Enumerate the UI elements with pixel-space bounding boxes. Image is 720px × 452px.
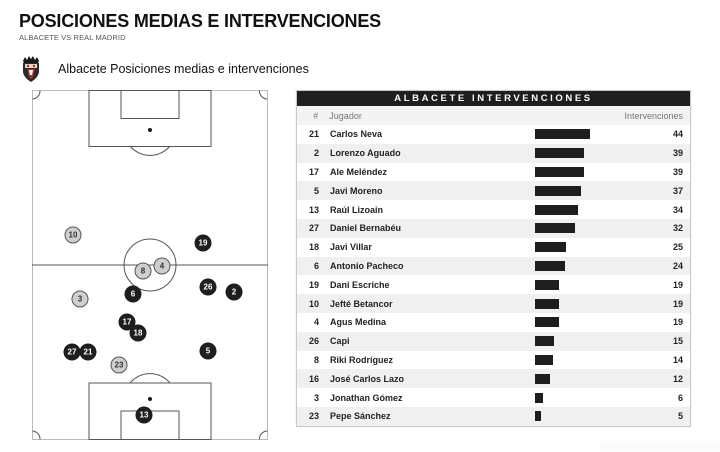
player-marker: 8 (135, 263, 152, 280)
table-row (297, 351, 690, 370)
player-marker: 17 (119, 314, 136, 331)
interventions-bar-cell (535, 275, 635, 294)
player-marker: 4 (154, 258, 171, 275)
interventions-bar-cell (535, 219, 635, 238)
interventions-bar (535, 148, 584, 158)
player-number: 5 (313, 185, 319, 196)
team-section-title: Albacete Posiciones medias e intervenciones (58, 62, 309, 76)
footer-strip (600, 443, 720, 452)
column-header-interventions: Intervenciones (624, 110, 684, 121)
player-number: 2 (313, 148, 319, 159)
interventions-bar-cell (535, 388, 635, 407)
player-name: Agus Medina (330, 317, 387, 328)
team-header (20, 55, 309, 83)
player-number: 26 (308, 336, 319, 347)
interventions-value: 37 (672, 185, 683, 196)
player-number: 13 (308, 204, 319, 215)
interventions-bar-cell (535, 125, 635, 144)
interventions-value: 14 (672, 354, 683, 365)
table-title: ALBACETE INTERVENCIONES (297, 91, 690, 106)
table-row (297, 163, 690, 182)
table-body (297, 125, 690, 426)
interventions-value: 6 (677, 392, 683, 403)
pitch (32, 90, 268, 440)
player-marker: 26 (200, 279, 217, 296)
interventions-bar (535, 242, 566, 252)
table-row (297, 313, 690, 332)
pitch-lines (32, 90, 268, 440)
player-name: José Carlos Lazo (330, 373, 405, 384)
interventions-bar (535, 393, 543, 403)
player-name: Riki Rodríguez (330, 354, 394, 365)
table-row (297, 257, 690, 276)
player-number: 27 (308, 223, 319, 234)
player-marker: 19 (195, 235, 212, 252)
player-marker: 6 (125, 286, 142, 303)
interventions-bar (535, 167, 584, 177)
player-marker: 10 (65, 227, 82, 244)
interventions-bar (535, 280, 559, 290)
player-name: Javi Moreno (330, 185, 383, 196)
player-marker: 23 (111, 357, 128, 374)
player-number: 16 (308, 373, 319, 384)
interventions-bar (535, 261, 565, 271)
interventions-bar (535, 129, 590, 139)
player-number: 18 (308, 242, 319, 253)
player-number: 6 (313, 260, 319, 271)
interventions-bar-cell (535, 238, 635, 257)
interventions-value: 12 (672, 373, 683, 384)
player-marker: 5 (200, 343, 217, 360)
player-name: Javi Villar (330, 242, 372, 253)
table-row (297, 144, 690, 163)
interventions-value: 19 (672, 279, 683, 290)
player-number: 17 (308, 166, 319, 177)
page-subtitle: ALBACETE VS REAL MADRID (19, 33, 126, 42)
interventions-bar (535, 355, 553, 365)
interventions-value: 5 (677, 411, 683, 422)
table-row (297, 219, 690, 238)
interventions-bar-cell (535, 313, 635, 332)
table-row (297, 407, 690, 426)
player-number: 4 (313, 317, 319, 328)
page-title: POSICIONES MEDIAS E INTERVENCIONES (19, 11, 381, 31)
column-header-player: Jugador (329, 110, 362, 121)
interventions-bar (535, 299, 559, 309)
player-number: 8 (313, 354, 319, 365)
interventions-bar (535, 411, 541, 421)
interventions-bar (535, 317, 559, 327)
player-number: 3 (313, 392, 319, 403)
table-row (297, 238, 690, 257)
player-name: Capi (330, 336, 350, 347)
interventions-value: 25 (672, 242, 683, 253)
player-name: Daniel Bernabéu (330, 223, 402, 234)
interventions-value: 32 (672, 223, 683, 234)
player-marker: 27 (64, 344, 81, 361)
interventions-value: 39 (672, 148, 683, 159)
player-name: Carlos Neva (330, 129, 383, 140)
player-name: Pepe Sánchez (330, 411, 391, 422)
interventions-bar (535, 223, 575, 233)
interventions-bar-cell (535, 200, 635, 219)
albacete-crest-icon (20, 55, 42, 83)
interventions-bar (535, 186, 581, 196)
column-header-number: # (313, 110, 319, 121)
player-name: Jefté Betancor (330, 298, 393, 309)
interventions-table (296, 90, 691, 427)
player-marker: 13 (136, 407, 153, 424)
interventions-bar-cell (535, 369, 635, 388)
player-name: Lorenzo Aguado (330, 148, 401, 159)
interventions-bar (535, 374, 550, 384)
player-number: 21 (308, 129, 319, 140)
table-row (297, 181, 690, 200)
player-marker: 2 (226, 284, 243, 301)
interventions-bar-cell (535, 163, 635, 182)
player-number: 23 (308, 411, 319, 422)
player-number: 10 (308, 298, 319, 309)
interventions-value: 44 (672, 129, 683, 140)
interventions-value: 24 (672, 260, 683, 271)
player-name: Ale Meléndez (330, 166, 388, 177)
interventions-bar-cell (535, 144, 635, 163)
table-row (297, 369, 690, 388)
interventions-bar (535, 336, 554, 346)
interventions-value: 15 (672, 336, 683, 347)
interventions-value: 19 (672, 298, 683, 309)
player-marker: 21 (80, 344, 97, 361)
interventions-bar (535, 205, 578, 215)
interventions-bar-cell (535, 407, 635, 426)
interventions-value: 34 (672, 204, 683, 215)
player-number: 19 (308, 279, 319, 290)
interventions-value: 39 (672, 166, 683, 177)
player-marker: 3 (72, 291, 89, 308)
interventions-bar-cell (535, 294, 635, 313)
interventions-bar-cell (535, 181, 635, 200)
column-header-bar (528, 106, 625, 125)
table-row (297, 388, 690, 407)
table-row (297, 294, 690, 313)
player-name: Raúl Lizoain (330, 204, 384, 215)
interventions-value: 19 (672, 317, 683, 328)
interventions-bar-cell (535, 332, 635, 351)
interventions-bar-cell (535, 351, 635, 370)
interventions-bar-cell (535, 257, 635, 276)
table-row (297, 125, 690, 144)
player-marker: 18 (130, 325, 147, 342)
table-row (297, 200, 690, 219)
player-name: Dani Escriche (330, 279, 390, 290)
table-header (297, 106, 690, 125)
player-name: Jonathan Gómez (330, 392, 403, 403)
player-name: Antonio Pacheco (330, 260, 404, 271)
table-row (297, 332, 690, 351)
table-row (297, 275, 690, 294)
